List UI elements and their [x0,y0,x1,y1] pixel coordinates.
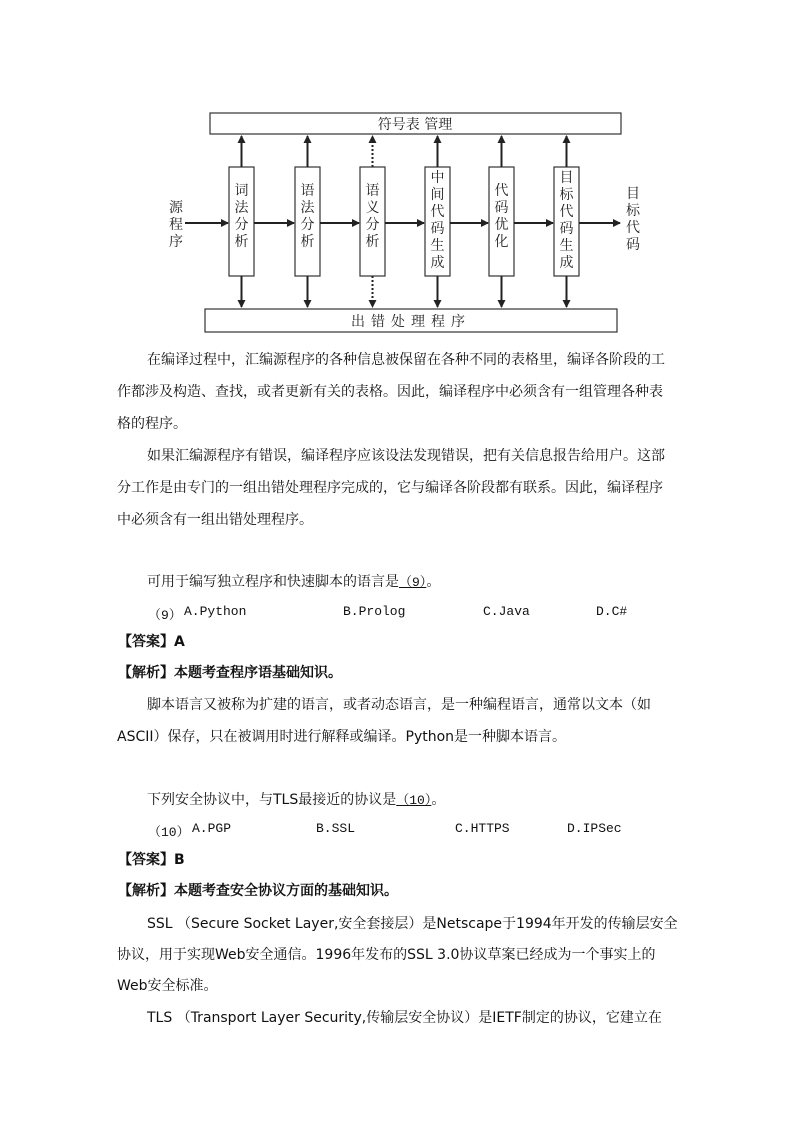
stage-label: 目 [559,170,574,186]
option-a: A.Python [184,604,247,619]
stage-label: 优 [494,217,509,233]
stage-label: 标 [559,187,574,203]
text-line: SSL （Secure Socket Layer,安全套接层）是Netscape于1994年开发的传输层安全 [147,916,678,932]
text-line: 脚本语言又被称为扩建的语言，或者动态语言，是一种编程语言，通常以文本（如 [147,697,651,713]
source-program-label: 序 [169,234,183,250]
stage-label: 代 [430,204,445,220]
text-line: TLS （Transport Layer Security,传输层安全协议）是IETF制定的协议，它建立在 [147,1010,662,1026]
stage-label: 分 [234,217,249,233]
stage-label: 间 [430,187,445,203]
text-line: 格的程序。 [117,416,187,432]
question-number: （10） [148,825,190,840]
stage-label: 代 [559,204,574,220]
target-code-label: 代 [626,220,640,236]
answer-value: B [174,852,185,868]
stage-label: 法 [234,200,249,216]
target-code-label: 码 [626,237,640,253]
option-c: C.Java [483,604,530,619]
stage-label: 析 [234,234,249,250]
answer-label: 【答案】 [118,852,174,868]
option-d: D.C# [596,604,628,619]
analysis-label: 【解析】 [118,665,174,681]
answer-value: A [174,634,185,650]
option-a: A.PGP [192,821,232,836]
analysis-title: 本题考查程序语基础知识。 [174,665,342,681]
stage-label: 词 [234,183,249,199]
question-stem [147,573,440,592]
stage-label: 代 [494,183,509,199]
stage-label: 析 [300,234,315,250]
analysis-heading [118,882,398,900]
text-line: ASCII）保存，只在被调用时进行解释或编译。Python是一种脚本语言。 [117,729,567,745]
blank: （9） [399,575,427,590]
stage-label: 中 [430,170,445,186]
stage-label: 码 [559,221,574,237]
source-program-label: 程 [169,217,183,233]
text-line: Web安全标准。 [117,978,218,994]
option-b: B.SSL [316,821,356,836]
analysis-title: 本题考查安全协议方面的基础知识。 [174,883,398,899]
stage-label: 语 [365,183,380,199]
question-number: （9） [148,608,182,623]
blank: （10） [396,793,432,808]
analysis-label: 【解析】 [118,883,174,899]
analysis-heading [118,664,342,682]
answer [118,851,185,869]
target-code-label: 目 [626,186,640,202]
error-handler-label: 出错处理程序 [351,314,471,330]
symbol-table-label: 符号表 管理 [377,117,453,133]
question-stem [147,791,445,810]
compiler-structure-diagram [0,0,794,345]
stage-label: 成 [559,255,574,271]
stage-label: 语 [300,183,315,199]
option-d: D.IPSec [567,821,622,836]
text-line: 中必须含有一组出错处理程序。 [117,512,313,528]
stage-label: 法 [300,200,315,216]
stage-label: 分 [365,217,380,233]
option-c: C.HTTPS [455,821,510,836]
stage-label: 义 [365,200,380,216]
text-line: 协议，用于实现Web安全通信。1996年发布的SSL 3.0协议草案已经成为一个事实上的 [117,947,656,963]
stage-label: 码 [494,200,509,216]
target-code-label: 标 [626,203,640,219]
text-line: 如果汇编源程序有错误，编译程序应该设法发现错误，把有关信息报告给用户。这部 [147,448,665,464]
stage-label: 码 [430,221,445,237]
stem-end: 。 [426,574,441,590]
stem-end: 。 [431,792,446,808]
answer-label: 【答案】 [118,634,174,650]
answer [118,633,185,651]
stem-text: 下列安全协议中，与TLS最接近的协议是 [147,792,397,808]
stage-label: 析 [365,234,380,250]
stage-label: 生 [559,238,574,254]
option-b: B.Prolog [343,604,406,619]
stage-label: 化 [494,234,509,250]
stage-label: 成 [430,255,445,271]
stem-text: 可用于编写独立程序和快速脚本的语言是 [147,574,399,590]
source-program-label: 源 [169,200,183,216]
text-line: 分工作是由专门的一组出错处理程序完成的，它与编译各阶段都有联系。因此，编译程序 [117,480,663,496]
text-line: 在编译过程中，汇编源程序的各种信息被保留在各种不同的表格里，编译各阶段的工 [147,352,665,368]
text-line: 作都涉及构造、查找，或者更新有关的表格。因此，编译程序中必须含有一组管理各种表 [117,384,663,400]
stage-label: 生 [430,238,445,254]
stage-label: 分 [300,217,315,233]
